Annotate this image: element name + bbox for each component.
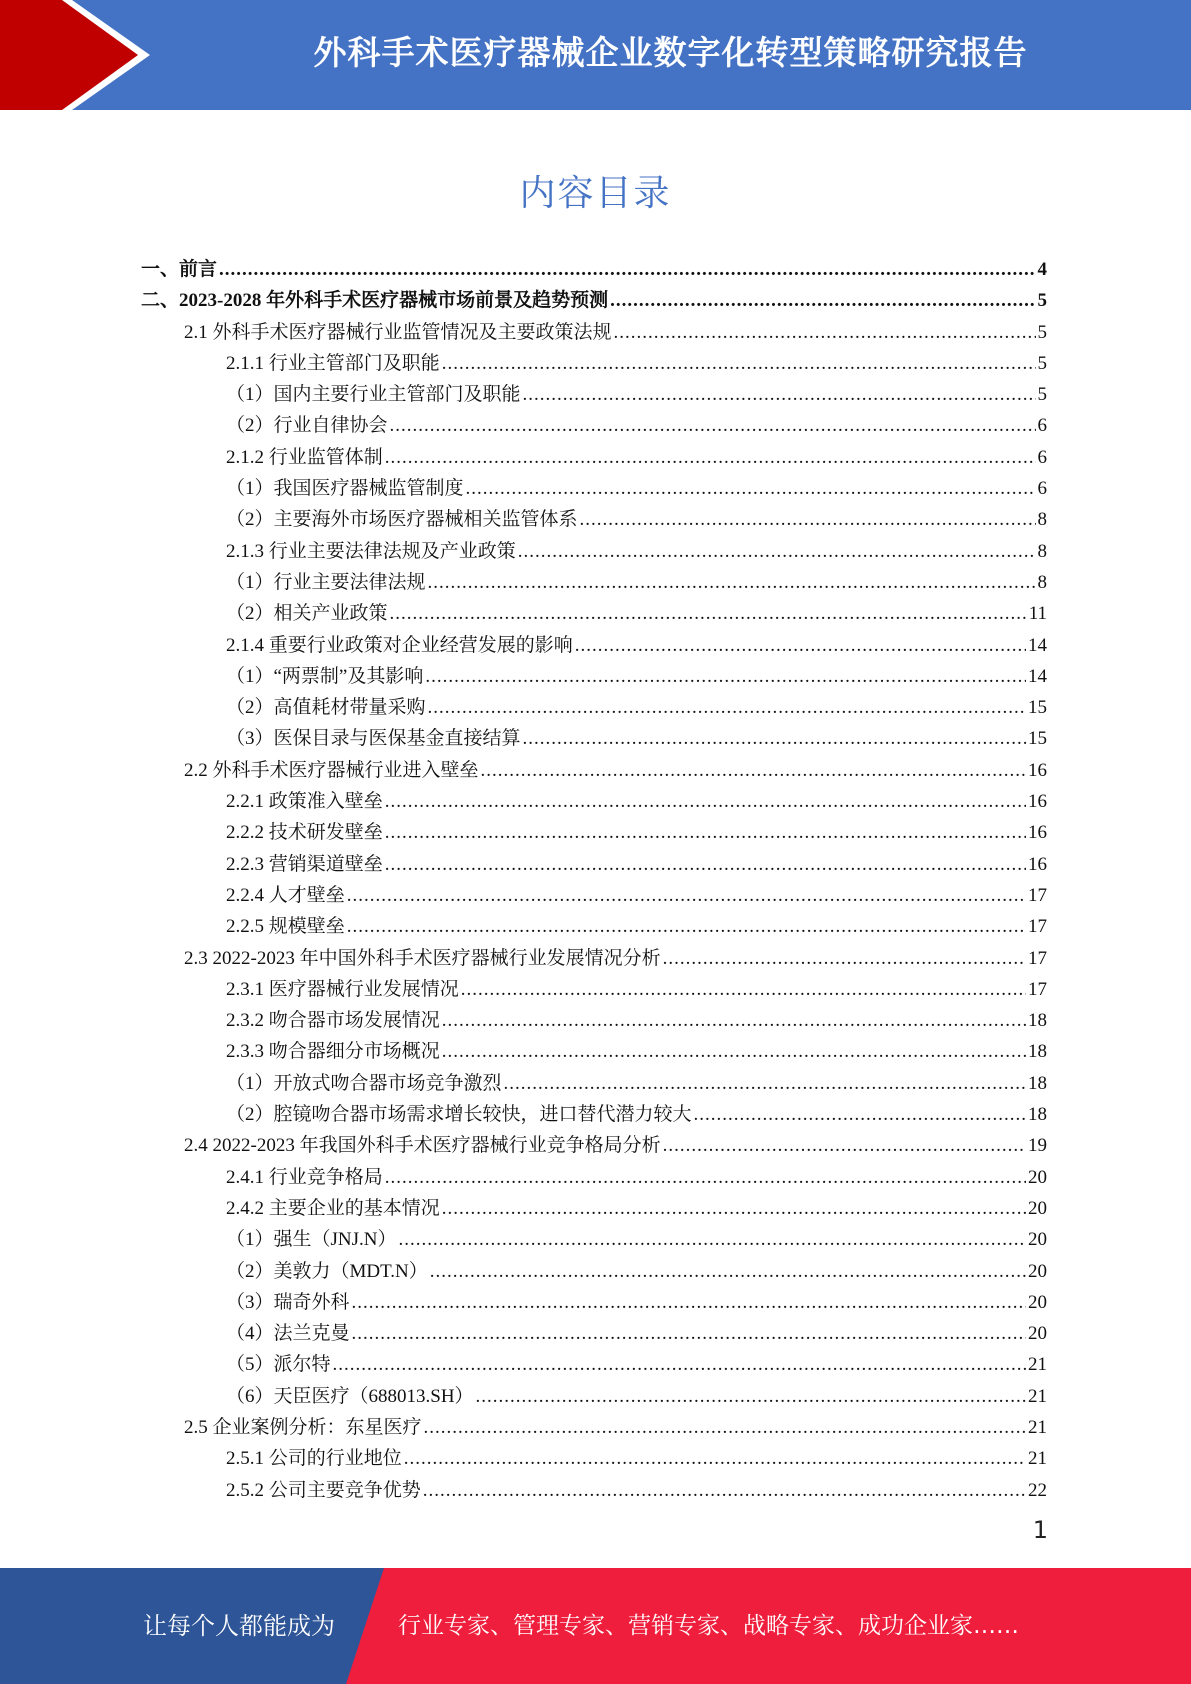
toc-entry-label: 2.1.3 行业主要法律法规及产业政策	[226, 540, 516, 562]
toc-entry-label: （3）医保目录与医保基金直接结算	[226, 728, 521, 750]
toc-entry-page: 17	[1028, 916, 1047, 938]
toc-dot-leader	[442, 1041, 1026, 1063]
toc-entry-label: 2.4.2 主要企业的基本情况	[226, 1197, 440, 1219]
toc-dot-leader	[481, 760, 1026, 782]
toc-entry-label: （2）相关产业政策	[226, 603, 388, 625]
toc-entry-page: 5	[1037, 352, 1047, 374]
toc-entry[interactable]	[141, 880, 1047, 911]
toc-dot-leader	[385, 791, 1026, 813]
toc-entry[interactable]	[141, 1099, 1047, 1130]
toc-entry[interactable]	[141, 254, 1047, 285]
toc-entry-label: 2.2.5 规模壁垒	[226, 916, 345, 938]
toc-entry-page: 16	[1028, 791, 1047, 813]
toc-entry[interactable]	[141, 1193, 1047, 1224]
toc-entry-label: 2.2.3 营销渠道壁垒	[226, 853, 383, 875]
toc-dot-leader	[425, 666, 1026, 688]
toc-entry-label: 2.3.2 吻合器市场发展情况	[226, 1010, 440, 1032]
footer-slogan-left: 让每个人都能成为	[143, 1612, 335, 1640]
toc-entry[interactable]	[141, 317, 1047, 348]
toc-entry[interactable]	[141, 348, 1047, 379]
toc-dot-leader	[614, 322, 1036, 344]
toc-entry-page: 21	[1028, 1448, 1047, 1470]
toc-entry[interactable]	[141, 974, 1047, 1005]
toc-entry-label: （6）天臣医疗（688013.SH）	[226, 1385, 474, 1407]
toc-entry-label: 2.1.1 行业主管部门及职能	[226, 352, 440, 374]
toc-entry-page: 16	[1028, 759, 1047, 781]
toc-dot-leader	[663, 948, 1026, 970]
toc-entry[interactable]	[141, 692, 1047, 723]
toc-dot-leader	[347, 916, 1026, 938]
toc-entry-page: 21	[1028, 1385, 1047, 1407]
page-number: 1	[1032, 1516, 1048, 1544]
toc-entry-page: 6	[1037, 446, 1047, 468]
toc-entry-label: 2.2.1 政策准入壁垒	[226, 791, 383, 813]
toc-entry[interactable]	[141, 1287, 1047, 1318]
toc-entry[interactable]	[141, 1475, 1047, 1506]
toc-dot-leader	[663, 1135, 1026, 1157]
toc-entry-page: 17	[1028, 978, 1047, 1000]
toc-dot-leader	[461, 979, 1026, 1001]
toc-entry-label: （4）法兰克曼	[226, 1323, 350, 1345]
toc-dot-leader	[424, 1417, 1026, 1439]
toc-entry[interactable]	[141, 410, 1047, 441]
footer-slogan-right: 行业专家、管理专家、营销专家、战略专家、成功企业家……	[398, 1613, 1019, 1639]
toc-entry-page: 4	[1037, 259, 1047, 280]
toc-entry-label: （2）高值耗材带量采购	[226, 697, 426, 719]
toc-entry-label: （1）“两票制”及其影响	[226, 665, 424, 687]
toc-entry[interactable]	[141, 442, 1047, 473]
toc-entry-label: 2.5.2 公司主要竞争优势	[226, 1479, 421, 1501]
toc-entry[interactable]	[141, 1130, 1047, 1161]
toc-entry[interactable]	[141, 536, 1047, 567]
toc-entry-label: （2）主要海外市场医疗器械相关监管体系	[226, 509, 578, 531]
toc-entry[interactable]	[141, 1162, 1047, 1193]
page-header	[0, 0, 1191, 110]
toc-dot-leader	[476, 1386, 1026, 1408]
toc-entry-page: 20	[1028, 1197, 1047, 1219]
toc-entry[interactable]	[141, 817, 1047, 848]
toc-dot-leader	[442, 1198, 1026, 1220]
toc-dot-leader	[333, 1354, 1026, 1376]
toc-entry[interactable]	[141, 1256, 1047, 1287]
toc-entry-label: 二、2023-2028 年外科手术医疗器械市场前景及趋势预测	[141, 290, 609, 312]
toc-entry-label: （2）行业自律协会	[226, 415, 388, 437]
toc-dot-leader	[428, 572, 1036, 594]
toc-entry-page: 17	[1028, 947, 1047, 969]
toc-dot-leader	[390, 603, 1027, 625]
toc-entry-page: 18	[1028, 1072, 1047, 1094]
toc-entry-page: 5	[1037, 321, 1047, 343]
toc-dot-leader	[352, 1323, 1026, 1345]
toc-entry-label: （5）派尔特	[226, 1354, 331, 1376]
toc-entry-label: （1）行业主要法律法规	[226, 571, 426, 593]
toc-entry-page: 16	[1028, 822, 1047, 844]
toc-entry[interactable]	[141, 661, 1047, 692]
page-footer	[0, 1568, 1191, 1684]
toc-entry-page: 5	[1037, 384, 1047, 406]
toc-entry-page: 11	[1028, 603, 1047, 625]
toc-entry-page: 8	[1037, 509, 1047, 531]
toc-entry[interactable]	[141, 567, 1047, 598]
toc-dot-leader	[610, 290, 1035, 312]
toc-entry[interactable]	[141, 379, 1047, 410]
toc-entry[interactable]	[141, 1068, 1047, 1099]
toc-entry[interactable]	[141, 1036, 1047, 1067]
toc-entry-page: 18	[1028, 1104, 1047, 1126]
toc-dot-leader	[442, 1010, 1026, 1032]
toc-entry-page: 8	[1037, 571, 1047, 593]
toc-entry-page: 17	[1028, 884, 1047, 906]
toc-entry[interactable]	[141, 786, 1047, 817]
toc-dot-leader	[575, 635, 1026, 657]
toc-entry[interactable]	[141, 1224, 1047, 1255]
toc-entry-label: 2.5 企业案例分析：东星医疗	[184, 1416, 422, 1438]
toc-dot-leader	[523, 384, 1036, 406]
toc-dot-leader	[428, 697, 1026, 719]
toc-dot-leader	[385, 1167, 1026, 1189]
toc-entry[interactable]	[141, 504, 1047, 535]
toc-entry-label: 2.1.2 行业监管体制	[226, 446, 383, 468]
toc-dot-leader	[347, 885, 1026, 907]
toc-entry-page: 6	[1037, 478, 1047, 500]
toc-dot-leader	[404, 1448, 1026, 1470]
toc-dot-leader	[694, 1104, 1026, 1126]
toc-dot-leader	[390, 415, 1036, 437]
toc-entry-page: 19	[1028, 1135, 1047, 1157]
toc-entry[interactable]	[141, 1005, 1047, 1036]
table-of-contents	[141, 254, 1047, 1506]
toc-entry[interactable]	[141, 911, 1047, 942]
toc-heading: 内容目录	[519, 173, 672, 214]
toc-entry[interactable]	[141, 1381, 1047, 1412]
toc-dot-leader	[518, 541, 1036, 563]
toc-dot-leader	[430, 1261, 1026, 1283]
toc-entry-label: 一、前言	[141, 259, 218, 280]
toc-entry[interactable]	[141, 1412, 1047, 1443]
toc-entry[interactable]	[141, 473, 1047, 504]
toc-dot-leader	[580, 509, 1036, 531]
toc-entry-label: 2.3.1 医疗器械行业发展情况	[226, 978, 459, 1000]
report-title: 外科手术医疗器械企业数字化转型策略研究报告	[313, 33, 1028, 72]
toc-entry-page: 15	[1028, 728, 1047, 750]
toc-entry-page: 14	[1028, 634, 1047, 656]
toc-entry-label: （1）强生（JNJ.N）	[226, 1229, 397, 1251]
toc-entry[interactable]	[141, 943, 1047, 974]
toc-entry-label: 2.1.4 重要行业政策对企业经营发展的影响	[226, 634, 573, 656]
toc-entry-page: 8	[1037, 540, 1047, 562]
toc-entry-label: 2.3.3 吻合器细分市场概况	[226, 1041, 440, 1063]
toc-entry-label: （2）腔镜吻合器市场需求增长较快，进口替代潜力较大	[226, 1104, 692, 1126]
toc-dot-leader	[423, 1480, 1026, 1502]
toc-dot-leader	[219, 259, 1035, 281]
toc-entry-page: 21	[1028, 1354, 1047, 1376]
toc-entry-label: 2.1 外科手术医疗器械行业监管情况及主要政策法规	[184, 321, 612, 343]
toc-entry-page: 15	[1028, 697, 1047, 719]
toc-entry-page: 14	[1028, 665, 1047, 687]
toc-entry-page: 22	[1028, 1479, 1047, 1501]
toc-dot-leader	[466, 478, 1036, 500]
toc-entry-label: （1）我国医疗器械监管制度	[226, 478, 464, 500]
toc-entry-label: 2.3 2022-2023 年中国外科手术医疗器械行业发展情况分析	[184, 947, 661, 969]
toc-entry-page: 6	[1037, 415, 1047, 437]
toc-dot-leader	[442, 353, 1036, 375]
toc-entry-label: （2）美敦力（MDT.N）	[226, 1260, 428, 1282]
toc-dot-leader	[523, 728, 1026, 750]
toc-entry-page: 18	[1028, 1041, 1047, 1063]
toc-entry-page: 20	[1028, 1260, 1047, 1282]
toc-entry-page: 16	[1028, 853, 1047, 875]
toc-entry-page: 20	[1028, 1229, 1047, 1251]
toc-entry-page: 20	[1028, 1166, 1047, 1188]
toc-entry-page: 18	[1028, 1010, 1047, 1032]
toc-entry-label: （1）开放式吻合器市场竞争激烈	[226, 1072, 502, 1094]
toc-entry[interactable]	[141, 285, 1047, 316]
toc-entry-label: 2.5.1 公司的行业地位	[226, 1448, 402, 1470]
toc-entry[interactable]	[141, 723, 1047, 754]
toc-entry-label: 2.4 2022-2023 年我国外科手术医疗器械行业竞争格局分析	[184, 1135, 661, 1157]
toc-entry-page: 5	[1037, 290, 1047, 312]
toc-dot-leader	[504, 1073, 1026, 1095]
toc-dot-leader	[385, 447, 1036, 469]
toc-entry[interactable]	[141, 1349, 1047, 1380]
toc-dot-leader	[352, 1292, 1026, 1314]
toc-dot-leader	[385, 854, 1026, 876]
toc-entry-label: （1）国内主要行业主管部门及职能	[226, 384, 521, 406]
toc-entry-page: 21	[1028, 1416, 1047, 1438]
toc-dot-leader	[398, 1229, 1026, 1251]
toc-entry[interactable]	[141, 598, 1047, 629]
toc-entry-label: 2.2.2 技术研发壁垒	[226, 822, 383, 844]
toc-entry[interactable]	[141, 1443, 1047, 1474]
toc-entry[interactable]	[141, 755, 1047, 786]
toc-entry-label: 2.2.4 人才壁垒	[226, 884, 345, 906]
toc-dot-leader	[385, 822, 1026, 844]
toc-entry-label: 2.4.1 行业竞争格局	[226, 1166, 383, 1188]
toc-entry[interactable]	[141, 849, 1047, 880]
toc-entry-page: 20	[1028, 1323, 1047, 1345]
toc-entry[interactable]	[141, 630, 1047, 661]
toc-entry-page: 20	[1028, 1291, 1047, 1313]
toc-entry[interactable]	[141, 1318, 1047, 1349]
toc-entry-label: 2.2 外科手术医疗器械行业进入壁垒	[184, 759, 479, 781]
toc-entry-label: （3）瑞奇外科	[226, 1291, 350, 1313]
